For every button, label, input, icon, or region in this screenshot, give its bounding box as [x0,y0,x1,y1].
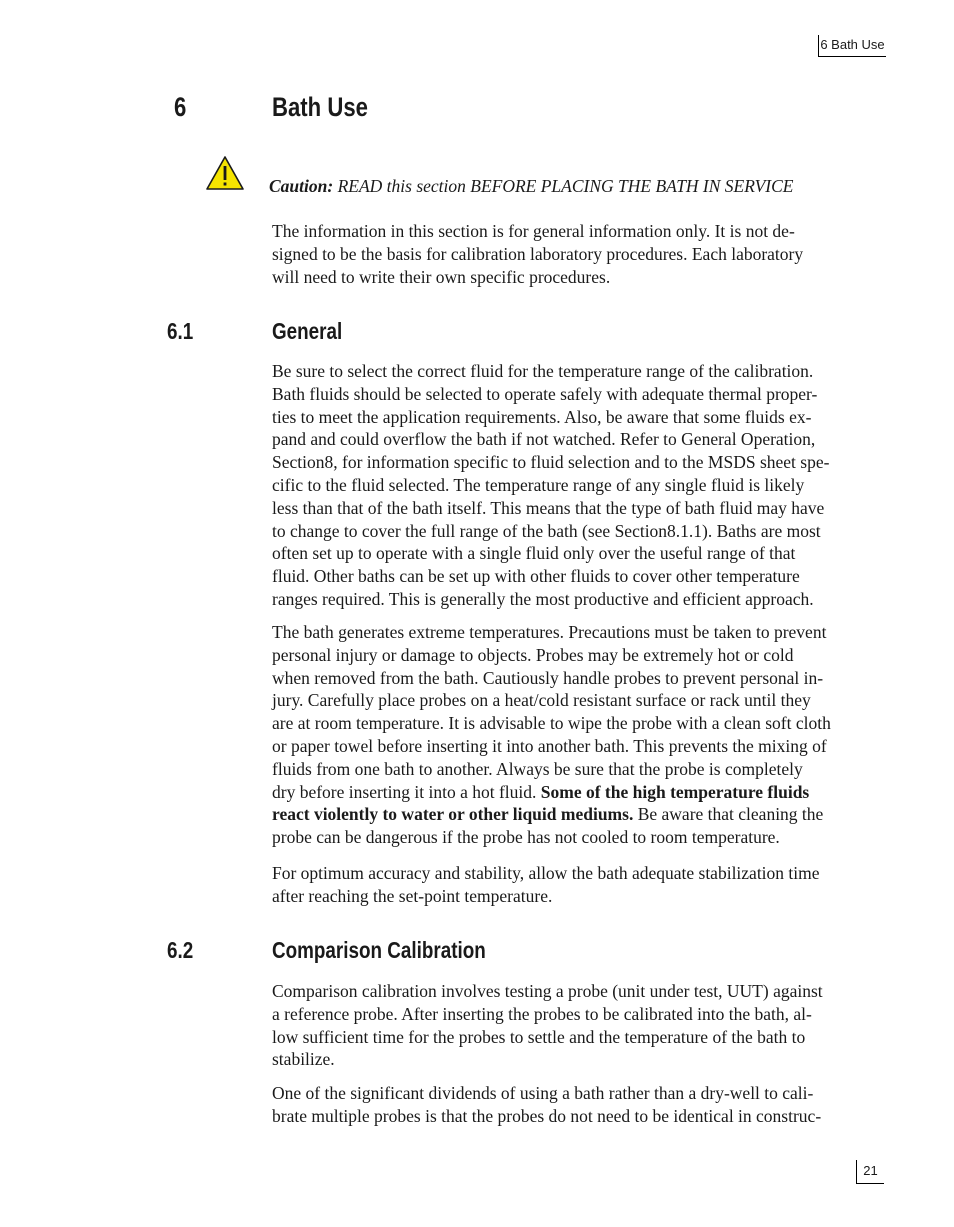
header-section-tab: 6 Bath Use [818,35,886,57]
caution-text: READ this section BEFORE PLACING THE BATH IN SERVICE [333,176,794,196]
caution-notice [269,176,794,197]
text-line: when removed from the bath. Cautiously handle probes to prevent personal in- [272,667,824,688]
page-number: 21 [856,1160,884,1184]
text-line: to change to cover the full range of the bath (see Section8.1.1). Baths are most [272,520,821,541]
chapter-number: 6 [174,92,187,122]
intro-line: signed to be the basis for calibration laboratory procedures. Each laboratory [272,243,804,264]
text-line: Comparison calibration involves testing a probe (unit under test, UUT) against [272,981,823,1001]
text-line: The bath generates extreme temperatures. Precautions must be taken to prevent [272,622,827,642]
text-line: fluids from one bath to another. Always be sure that the probe is completely [272,758,803,779]
comparison-paragraph-1 [272,980,892,1071]
text-run: dry before inserting it into a hot fluid. [272,781,541,802]
caution-label: Caution: [269,176,334,196]
text-line: after reaching the set-point temperature. [272,885,553,906]
general-paragraph-1 [272,360,892,611]
section-6-1-title: General [272,318,343,344]
section-6-2-title: Comparison Calibration [272,937,486,963]
text-run: Be aware that cleaning the [633,804,824,825]
text-line: ties to meet the application requirements. Also, be aware that some fluids ex- [272,406,812,427]
text-line: Section8, for information specific to fluid selection and to the MSDS sheet spe- [272,452,830,473]
general-paragraph-2 [272,621,892,849]
text-line: are at room temperature. It is advisable to wipe the probe with a clean soft cloth [272,713,831,734]
text-line: low sufficient time for the probes to settle and the temperature of the bath to [272,1026,806,1047]
text-line [272,781,892,804]
text-line: For optimum accuracy and stability, allow the bath adequate stabilization time [272,863,820,883]
intro-line: will need to write their own specific procedures. [272,266,611,287]
text-line: personal injury or damage to objects. Probes may be extremely hot or cold [272,644,794,665]
intro-line: The information in this section is for general information only. It is not de- [272,221,795,241]
text-line: jury. Carefully place probes on a heat/cold resistant surface or rack until they [272,690,811,711]
text-line: ranges required. This is generally the most productive and efficient approach. [272,588,814,609]
text-line: a reference probe. After inserting the probes to be calibrated into the bath, al- [272,1003,812,1024]
text-line: brate multiple probes is that the probes do not need to be identical in construc- [272,1105,822,1126]
general-paragraph-3 [272,862,892,908]
warning-emphasis: Some of the high temperature fluids [540,781,810,802]
intro-paragraph [272,220,892,288]
text-line: Bath fluids should be selected to operate safely with adequate thermal proper- [272,383,818,404]
section-6-2-number: 6.2 [167,937,194,963]
text-line: cific to the fluid selected. The temperature range of any single fluid is likely [272,474,805,495]
text-line: Be sure to select the correct fluid for the temperature range of the calibration. [272,361,814,381]
text-line: less than that of the bath itself. This means that the type of bath fluid may have [272,497,825,518]
warning-emphasis: react violently to water or other liquid mediums. [272,804,634,825]
text-line: One of the significant dividends of using a bath rather than a dry-well to cali- [272,1083,814,1103]
text-line: often set up to operate with a single fluid only over the useful range of that [272,543,796,564]
text-line: stabilize. [272,1049,335,1070]
text-line: fluid. Other baths can be set up with other fluids to cover other temperature [272,566,800,587]
comparison-paragraph-2 [272,1082,892,1128]
text-line: probe can be dangerous if the probe has not cooled to room temperature. [272,827,780,848]
text-line [272,803,892,826]
chapter-title: Bath Use [272,92,368,122]
section-6-1-number: 6.1 [167,318,194,344]
text-line: or paper towel before inserting it into another bath. This prevents the mixing of [272,735,827,756]
text-line: pand and could overflow the bath if not watched. Refer to General Operation, [272,429,816,450]
warning-triangle-icon [205,155,245,191]
